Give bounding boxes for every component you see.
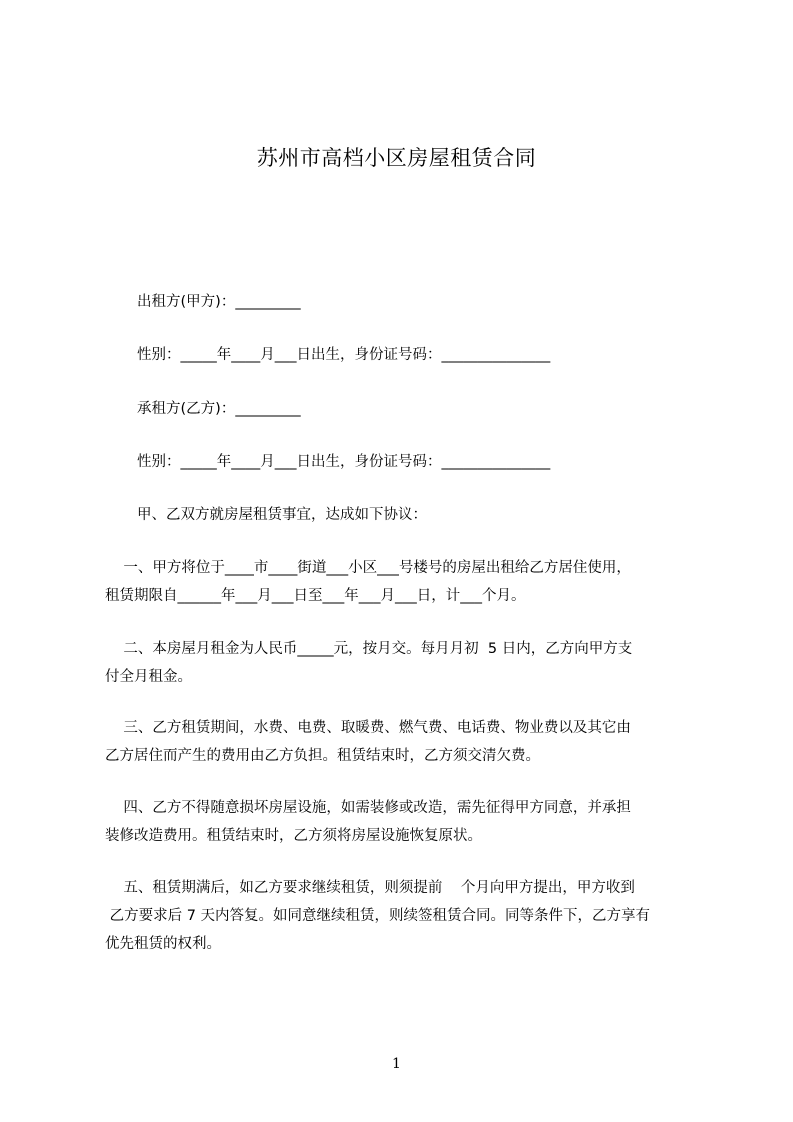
clause-line: 五、租赁期满后，如乙方要求继续租赁，则须提前 个月向甲方提出，甲方收到 <box>105 880 635 896</box>
lessee-field: 承租方(乙方)：_________ <box>137 401 301 417</box>
lessee-info-field: 性别：_____年____月___日出生，身份证号码：_______________ <box>137 454 551 470</box>
clause-line: 三、乙方租赁期间，水费、电费、取暖费、燃气费、电话费、物业费以及其它由 <box>105 720 631 736</box>
clause-line: 乙方要求后 7 天内答复。如同意继续租赁，则续签租赁合同。同等条件下，乙方享有 <box>105 908 651 924</box>
clause-line: 装修改造费用。租赁结束时，乙方须将房屋设施恢复原状。 <box>105 828 482 844</box>
clause-5 <box>105 874 700 958</box>
clause-1 <box>105 554 700 610</box>
lessor-field: 出租方(甲方)：_________ <box>137 294 301 310</box>
agreement-intro: 甲、乙双方就房屋租赁事宜，达成如下协议： <box>137 507 427 523</box>
clause-line: 优先租赁的权利。 <box>105 936 221 952</box>
clause-line: 租赁期限自______年___月___日至___年___月___日，计___个月。 <box>105 588 526 604</box>
clause-line: 乙方居住而产生的费用由乙方负担。租赁结束时，乙方须交清欠费。 <box>105 748 540 764</box>
document-title: 苏州市高档小区房屋租赁合同 <box>256 146 537 170</box>
page-number: 1 <box>392 1056 401 1072</box>
clause-line: 一、甲方将位于____市____街道___小区___号楼号的房屋出租给乙方居住使用， <box>105 560 631 576</box>
clause-line: 付全月租金。 <box>105 669 192 685</box>
clause-4 <box>105 794 700 850</box>
clause-line: 二、本房屋月租金为人民币_____元，按月交。每月月初 5 日内，乙方向甲方支 <box>105 641 633 657</box>
clause-3 <box>105 714 700 770</box>
lessor-info-field: 性别：_____年____月___日出生，身份证号码：_______________ <box>137 347 551 363</box>
clause-2 <box>105 635 700 691</box>
clause-line: 四、乙方不得随意损坏房屋设施，如需装修或改造，需先征得甲方同意，并承担 <box>105 800 631 816</box>
